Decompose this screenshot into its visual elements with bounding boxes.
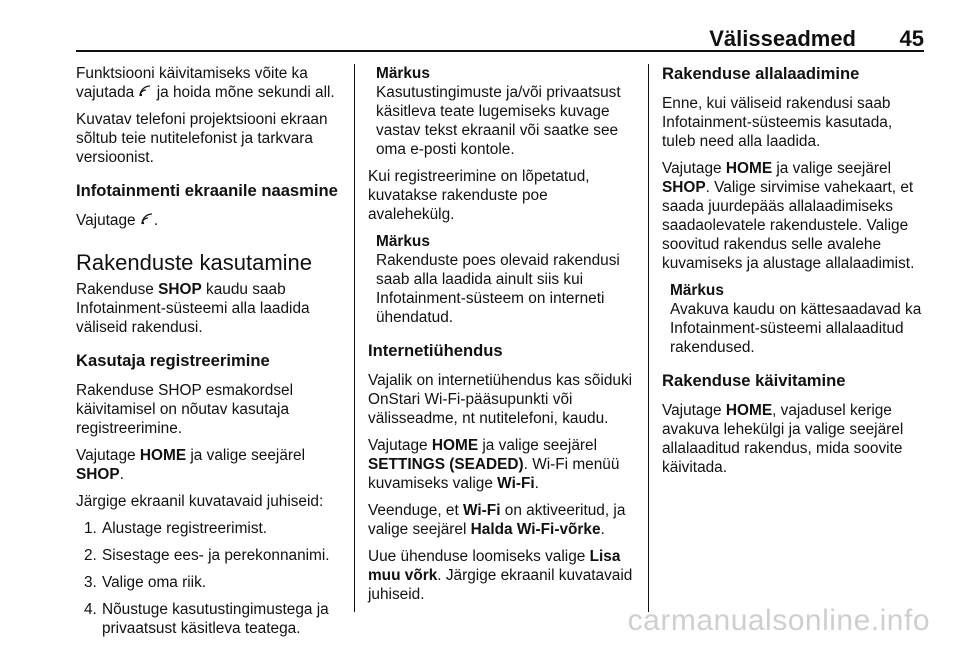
paragraph: Veenduge, et Wi-Fi on aktiveeritud, ja valige seejärel Halda Wi-Fi-võrke. bbox=[368, 502, 626, 538]
section-heading: Rakenduse käivitamine bbox=[662, 371, 846, 390]
section-heading: Internetiühendus bbox=[368, 341, 503, 360]
header-rule bbox=[76, 50, 924, 52]
column-2 bbox=[368, 64, 634, 612]
note-text: Kasutustingimuste ja/või privaatsust käsitleva teate lugemiseks kuvage vastav tekst ekraanil või saatke see oma e-posti kontole. bbox=[376, 84, 621, 158]
phone-projection-icon bbox=[140, 211, 154, 230]
section-heading: Kasutaja registreerimine bbox=[76, 351, 270, 370]
paragraph: Funktsiooni käivitamiseks võite ka vajutada ja hoida mõne sekundi all. bbox=[76, 65, 335, 101]
column-divider-2 bbox=[648, 64, 649, 612]
paragraph: Rakenduse SHOP esmakordsel käivitamisel on nõutav kasutaja registreerimine. bbox=[76, 382, 294, 437]
column-divider-1 bbox=[354, 64, 355, 612]
paragraph: Enne, kui väliseid rakendusi saab Infotainment-süsteemis kasutada, tuleb need alla laadida. bbox=[662, 95, 893, 150]
note-text: Rakenduste poes olevaid rakendusi saab alla laadida ainult siis kui Infotainment-süsteem on interneti ühendatud. bbox=[376, 252, 620, 326]
list-item: 3. Valige oma riik. bbox=[84, 574, 207, 591]
note-title: Märkus bbox=[376, 65, 430, 82]
section-heading: Rakenduse allalaadimine bbox=[662, 64, 860, 83]
note-title: Märkus bbox=[670, 282, 724, 299]
paragraph: Uue ühenduse loomiseks valige Lisa muu võrk. Järgige ekraanil kuvatavaid juhiseid. bbox=[368, 548, 633, 603]
list-item: 4. Nõustuge kasutustingimustega ja privaatsust käsitleva teatega. bbox=[84, 601, 329, 637]
section-heading: Infotainmenti ekraanile naasmine bbox=[76, 181, 338, 200]
paragraph: Järgige ekraanil kuvatavaid juhiseid: bbox=[76, 493, 324, 510]
paragraph: Vajutage HOME ja valige seejärel SHOP. bbox=[76, 447, 306, 483]
registration-steps bbox=[76, 519, 342, 638]
paragraph: Vajutage HOME ja valige seejärel SETTINGS (SEADED). Wi-Fi menüü kuvamiseks valige Wi-Fi. bbox=[368, 437, 620, 492]
paragraph: Rakenduse SHOP kaudu saab Infotainment-süsteemi alla laadida väliseid rakendusi. bbox=[76, 281, 310, 336]
note bbox=[376, 64, 634, 159]
phone-projection-icon bbox=[138, 83, 152, 102]
list-item: 1. Alustage registreerimist. bbox=[84, 520, 268, 537]
note bbox=[670, 281, 928, 357]
paragraph: Vajutage HOME ja valige seejärel SHOP. Valige sirvimise vahekaart, et saada juurdepääs allalaadimiseks saadaolevatele rakendustele. Valige soovitud rakendus selle avalehe kuvamiseks ja alustage allalaadimist. bbox=[662, 160, 915, 272]
column-1 bbox=[76, 64, 342, 646]
note-title: Märkus bbox=[376, 233, 430, 250]
paragraph: Vajutage . bbox=[76, 212, 159, 229]
note bbox=[376, 232, 634, 327]
list-item: 2. Sisestage ees- ja perekonnanimi. bbox=[84, 547, 330, 564]
paragraph: Vajalik on internetiühendus kas sõiduki OnStari Wi-Fi-pääsupunkti või välisseadme, nt nutitelefoni, kaudu. bbox=[368, 372, 633, 427]
paragraph: Kuvatav telefoni projektsiooni ekraan sõltub teie nutitelefonist ja tarkvara versioonist. bbox=[76, 111, 328, 166]
chapter-heading: Rakenduste kasutamine bbox=[76, 250, 313, 275]
paragraph: Vajutage HOME, vajadusel kerige avakuva lehekülgi ja valige seejärel allalaaditud rakendus, mida soovite käivitada. bbox=[662, 402, 904, 476]
header-title: Välisseadmed bbox=[709, 26, 856, 51]
watermark: carmanualsonline.info bbox=[627, 604, 930, 637]
note-text: Avakuva kaudu on kättesaadavad ka Infotainment-süsteemi allalaaditud rakendused. bbox=[670, 301, 922, 356]
page-number: 45 bbox=[899, 26, 924, 51]
column-3 bbox=[662, 64, 928, 485]
paragraph: Kui registreerimine on lõpetatud, kuvatakse rakenduste poe avalehekülg. bbox=[368, 168, 590, 223]
